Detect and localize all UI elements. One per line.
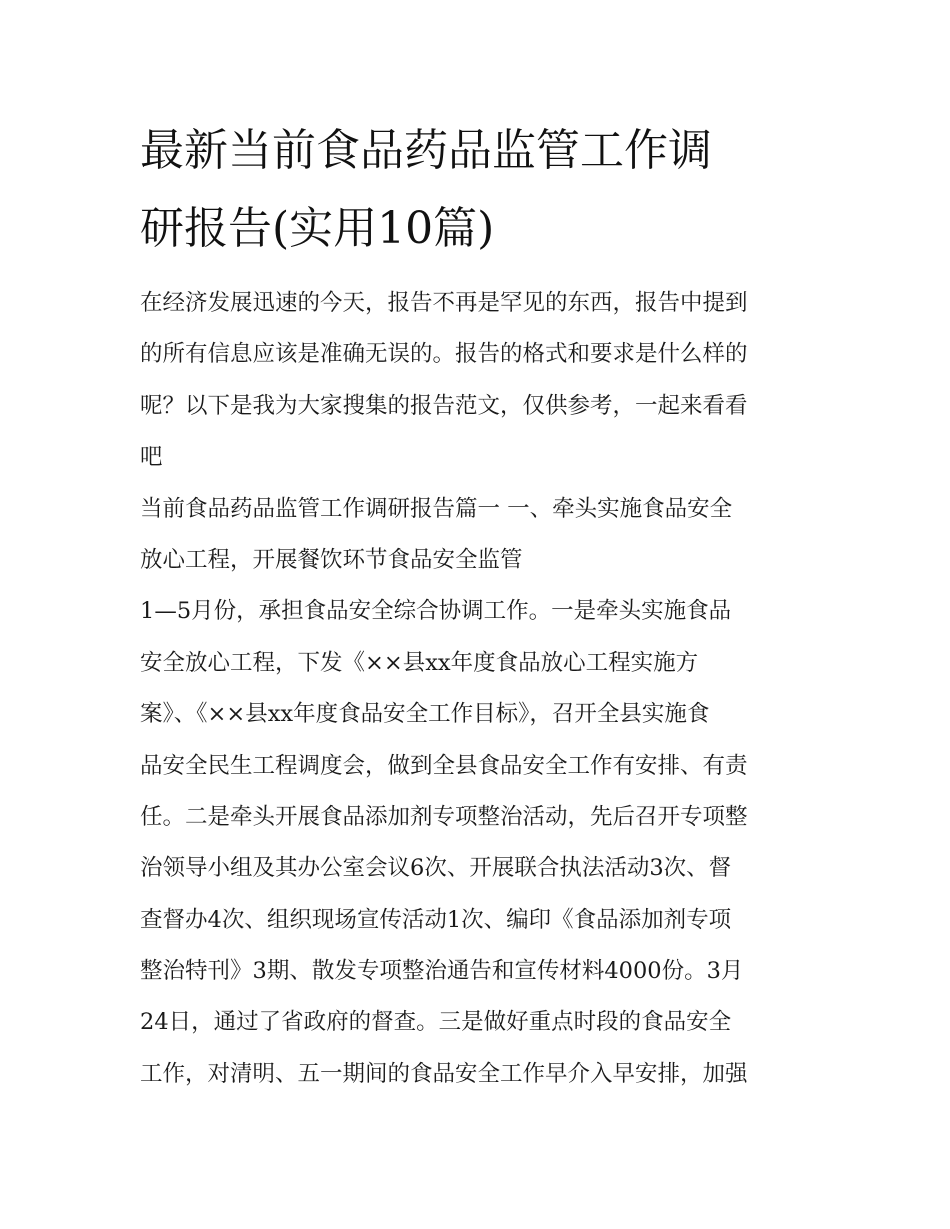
title-line: 研报告(实用10篇) xyxy=(140,203,495,254)
body-line: 品安全民生工程调度会，做到全县食品安全工作有安排、有责 xyxy=(140,752,748,779)
title-line: 最新当前食品药品监管工作调 xyxy=(140,125,712,176)
body-line: 24日，通过了省政府的督查。三是做好重点时段的食品安全 xyxy=(140,1009,732,1036)
body-line: 当前食品药品监管工作调研报告篇一 一、牵头实施食品安全 xyxy=(140,495,733,522)
body-line: 案》、《××县xx年度食品安全工作目标》，召开全县实施食 xyxy=(140,701,710,728)
body-line: 放心工程，开展餐饮环节食品安全监管 xyxy=(140,546,523,573)
body-line: 任。二是牵头开展食品添加剂专项整治活动，先后召开专项整 xyxy=(140,803,748,830)
document-title xyxy=(140,112,820,268)
body-line: 治领导小组及其办公室会议6次、开展联合执法活动3次、督 xyxy=(140,855,732,882)
body-line: 安全放心工程，下发《××县xx年度食品放心工程实施方 xyxy=(140,649,699,676)
body-line: 呢？以下是我为大家搜集的报告范文，仅供参考，一起来看看 xyxy=(140,392,748,419)
body-line: 吧 xyxy=(140,444,163,471)
body-line: 工作，对清明、五一期间的食品安全工作早介入早安排，加强 xyxy=(140,1060,748,1087)
body-line: 查督办4次、组织现场宣传活动1次、编印《食品添加剂专项 xyxy=(140,906,732,933)
body-line: 1—5月份，承担食品安全综合协调工作。一是牵头实施食品 xyxy=(140,598,732,625)
document-body xyxy=(140,278,830,1100)
body-line: 在经济发展迅速的今天，报告不再是罕见的东西，报告中提到 xyxy=(140,290,748,316)
body-line: 整治特刊》3期、散发专项整治通告和宣传材料4000份。3月 xyxy=(140,958,744,985)
body-line: 的所有信息应该是准确无误的。报告的格式和要求是什么样的 xyxy=(140,341,748,368)
